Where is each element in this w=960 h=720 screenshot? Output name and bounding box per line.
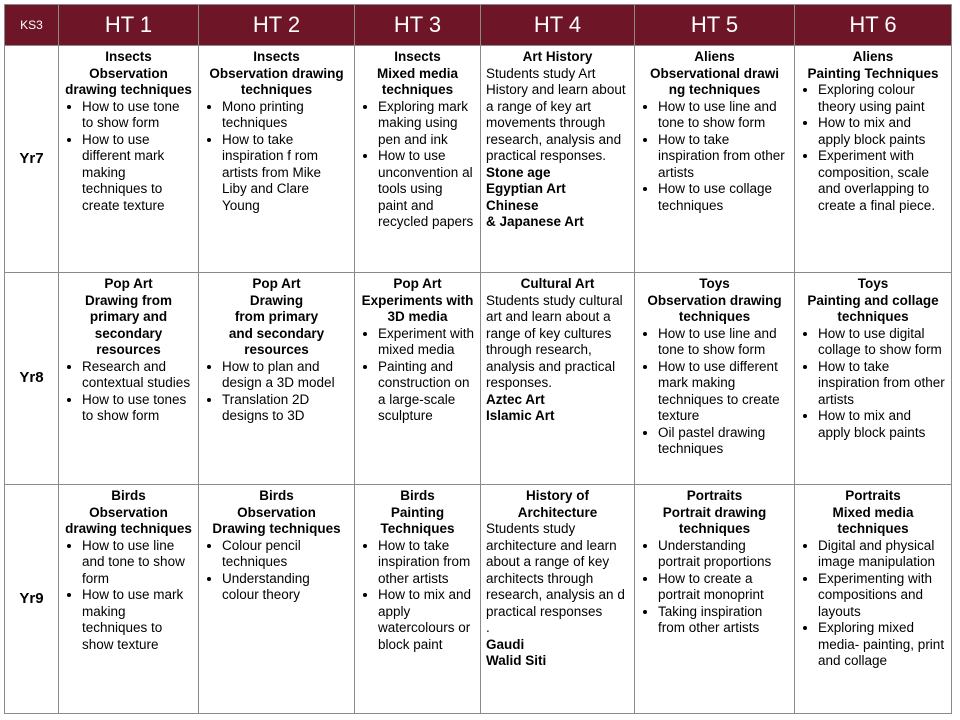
unit-title-line: Birds <box>400 488 435 503</box>
term-header-4: HT 4 <box>481 5 635 46</box>
unit-title-line: Insects <box>253 49 300 64</box>
unit-bullet-item: • Digital and physical image manipulation <box>818 538 946 571</box>
unit-cell <box>59 273 199 485</box>
term-header-5: HT 5 <box>635 5 795 46</box>
table-header <box>5 5 952 46</box>
unit-title-line: Birds <box>111 488 146 503</box>
unit-bullet-list <box>360 538 475 654</box>
unit-title-line: Drawing <box>249 292 304 308</box>
unit-cell <box>59 46 199 273</box>
unit-cell <box>199 485 355 714</box>
unit-bullet-list <box>204 538 349 604</box>
unit-title-line: from primary <box>234 309 319 324</box>
unit-title <box>360 488 475 538</box>
unit-title-line: Portraits <box>686 488 743 503</box>
unit-description: Students study cultural art and learn about a range of key cultures through research, <box>486 292 623 357</box>
unit-topic: Walid Siti <box>486 653 547 668</box>
unit-bullet-list <box>640 538 789 637</box>
unit-bullet-item: • How to create a portrait monoprint <box>658 571 789 604</box>
unit-description: Students study Art History and learn about a range of key art movements through research, analysis and practical responses. <box>486 65 626 163</box>
unit-description: about a range of key architects through research, analysis an d practical responses <box>486 554 625 619</box>
unit-bullet-list <box>800 326 946 442</box>
unit-description: analysis and practical responses. <box>486 358 616 390</box>
unit-title <box>640 276 789 326</box>
unit-title <box>360 276 475 326</box>
unit-title-line: and secondary resources <box>228 325 325 357</box>
unit-title-line: Drawing from primary and secondary resources <box>84 292 172 357</box>
unit-cell <box>635 46 795 273</box>
unit-topic: Egyptian Art <box>486 181 566 196</box>
year-label: Yr7 <box>5 46 59 273</box>
year-row <box>5 485 952 714</box>
unit-bullet-list <box>64 99 193 215</box>
unit-bullet-item: • Taking inspiration from other artists <box>658 604 789 637</box>
unit-cell <box>355 485 481 714</box>
unit-title-line: Aliens <box>694 49 735 64</box>
year-label: Yr8 <box>5 273 59 485</box>
unit-title-line: Cultural Art <box>520 276 595 291</box>
header-row <box>5 5 952 46</box>
unit-topic: Gaudi <box>486 636 525 652</box>
unit-title-line: Insects <box>394 49 441 64</box>
unit-title-line: Aliens <box>852 49 894 64</box>
unit-bullet-list <box>204 359 349 425</box>
term-header-1: HT 1 <box>59 5 199 46</box>
unit-title-line: Observation <box>237 504 316 520</box>
unit-title-line: Art History <box>522 49 593 64</box>
unit-bullet-item: • How to use different mark making techniques to create texture <box>658 359 789 425</box>
unit-bullet-item: • Experiment with mixed media <box>378 326 475 359</box>
table-body <box>5 46 952 714</box>
unit-bullet-item: • Oil pastel drawing techniques <box>658 425 789 458</box>
year-row <box>5 46 952 273</box>
unit-bullet-item: • How to use collage techniques <box>658 181 789 214</box>
unit-bullet-item: • How to take inspiration from other artists <box>378 538 475 588</box>
unit-bullet-item: • How to use line and tone to show form <box>658 99 789 132</box>
unit-bullet-list <box>800 82 946 214</box>
unit-title <box>640 488 789 538</box>
unit-title <box>640 49 789 99</box>
curriculum-table <box>4 4 952 714</box>
unit-description: Students study architecture and learn <box>486 521 617 553</box>
unit-cell <box>481 273 635 485</box>
unit-title <box>800 488 946 538</box>
term-header-6: HT 6 <box>795 5 952 46</box>
unit-bullet-item: • How to use line and tone to show form <box>658 326 789 359</box>
unit-title-line: Pop Art <box>252 276 301 291</box>
unit-title <box>204 488 349 538</box>
unit-title-line: History of Architecture <box>517 488 598 520</box>
unit-title-line: Toys <box>699 276 730 291</box>
unit-title-line: Mixed media techniques <box>832 504 914 536</box>
unit-bullet-list <box>640 326 789 458</box>
unit-title <box>64 276 193 359</box>
unit-bullet-list <box>360 99 475 231</box>
unit-title <box>486 49 629 66</box>
unit-title <box>800 276 946 326</box>
unit-topic: Stone age <box>486 164 551 180</box>
unit-bullet-item: • How to mix and apply watercolours or block paint <box>378 587 475 653</box>
unit-bullet-item: • How to use tones to show form <box>82 392 193 425</box>
unit-title-line: Toys <box>857 276 889 291</box>
unit-bullet-item: • How to mix and apply block paints <box>818 115 946 148</box>
unit-bullet-item: • Understanding colour theory <box>222 571 349 604</box>
unit-title <box>204 276 349 359</box>
unit-title <box>486 276 629 293</box>
unit-topic: Aztec Art <box>486 391 545 407</box>
unit-title-line: Painting Techniques <box>807 65 939 81</box>
unit-cell <box>355 273 481 485</box>
unit-cell <box>59 485 199 714</box>
unit-title-line: Painting Techniques <box>380 504 455 536</box>
unit-cell <box>355 46 481 273</box>
unit-cell <box>481 485 635 714</box>
unit-bullet-item: • How to use different mark making techniques to create texture <box>82 132 193 215</box>
unit-bullet-item: • How to plan and design a 3D model <box>222 359 349 392</box>
unit-bullet-item: • Painting and construction on a large-scale sculpture <box>378 359 475 425</box>
unit-bullet-item: • Research and contextual studies <box>82 359 193 392</box>
term-header-2: HT 2 <box>199 5 355 46</box>
unit-bullet-item: • How to take inspiration f rom artists from Mike Liby and Clare Young <box>222 132 349 215</box>
unit-cell <box>199 273 355 485</box>
unit-cell <box>199 46 355 273</box>
unit-cell <box>795 485 952 714</box>
unit-bullet-item: • How to use unconvention al tools using paint and recycled papers <box>378 148 475 231</box>
unit-title-line: Observational drawi ng techniques <box>649 65 780 97</box>
unit-bullet-item: • Understanding portrait proportions <box>658 538 789 571</box>
unit-cell <box>635 485 795 714</box>
unit-title-line: Drawing techniques <box>212 521 341 536</box>
unit-title <box>360 49 475 99</box>
unit-bullet-item: • Experiment with composition, scale and overlapping to create a final piece. <box>818 148 946 214</box>
unit-title-line: Experiments with 3D media <box>361 292 474 324</box>
unit-cell <box>795 46 952 273</box>
unit-bullet-list <box>640 99 789 215</box>
unit-title-line: Pop Art <box>393 276 442 291</box>
unit-bullet-item: • How to mix and apply block paints <box>818 408 946 441</box>
unit-cell <box>481 46 635 273</box>
unit-title-line: Observation drawing techniques <box>209 65 344 97</box>
unit-bullet-item: • How to take inspiration from other artists <box>658 132 789 182</box>
unit-bullet-item: • Exploring mixed media- painting, print and collage <box>818 620 946 670</box>
unit-title <box>64 488 193 538</box>
unit-bullet-item: • Exploring mark making using pen and ink <box>378 99 475 149</box>
key-stage-label: KS3 <box>5 5 59 46</box>
unit-bullet-item: • How to use digital collage to show form <box>818 326 946 359</box>
unit-title <box>800 49 946 82</box>
unit-bullet-list <box>204 99 349 215</box>
unit-bullet-item: • How to take inspiration from other artists <box>818 359 946 409</box>
unit-bullet-list <box>800 538 946 670</box>
unit-title-line: Observation drawing techniques <box>647 292 782 324</box>
term-header-3: HT 3 <box>355 5 481 46</box>
unit-bullet-list <box>64 359 193 425</box>
unit-title-line: Portrait drawing techniques <box>662 504 767 536</box>
unit-title <box>486 488 629 521</box>
year-label: Yr9 <box>5 485 59 714</box>
unit-bullet-list <box>360 326 475 425</box>
unit-title-line: Painting and collage techniques <box>807 292 939 324</box>
unit-cell <box>795 273 952 485</box>
year-row <box>5 273 952 485</box>
unit-bullet-item: • How to use tone to show form <box>82 99 193 132</box>
unit-title-line: Observation drawing techniques <box>65 65 192 97</box>
unit-title-line: Pop Art <box>104 276 153 291</box>
unit-bullet-item: • Colour pencil techniques <box>222 538 349 571</box>
unit-bullet-item: • How to use line and tone to show form <box>82 538 193 588</box>
unit-topic: & Japanese Art <box>486 214 584 229</box>
unit-title-line: Birds <box>259 488 294 503</box>
unit-bullet-item: • Exploring colour theory using paint <box>818 82 946 115</box>
unit-bullet-item: • Experimenting with compositions and layouts <box>818 571 946 621</box>
unit-title-line: Insects <box>105 49 152 64</box>
unit-title-line: Portraits <box>845 488 901 503</box>
unit-topic: Islamic Art <box>486 408 555 423</box>
unit-bullet-list <box>64 538 193 654</box>
unit-title <box>64 49 193 99</box>
unit-cell <box>635 273 795 485</box>
unit-bullet-item: • How to use mark making techniques to show texture <box>82 587 193 653</box>
unit-title <box>204 49 349 99</box>
unit-description: . <box>486 620 490 635</box>
unit-topic: Chinese <box>486 197 539 213</box>
unit-title-line: Observation drawing techniques <box>65 504 192 536</box>
unit-title-line: Mixed media techniques <box>376 65 459 97</box>
unit-bullet-item: • Mono printing techniques <box>222 99 349 132</box>
unit-bullet-item: • Translation 2D designs to 3D <box>222 392 349 425</box>
